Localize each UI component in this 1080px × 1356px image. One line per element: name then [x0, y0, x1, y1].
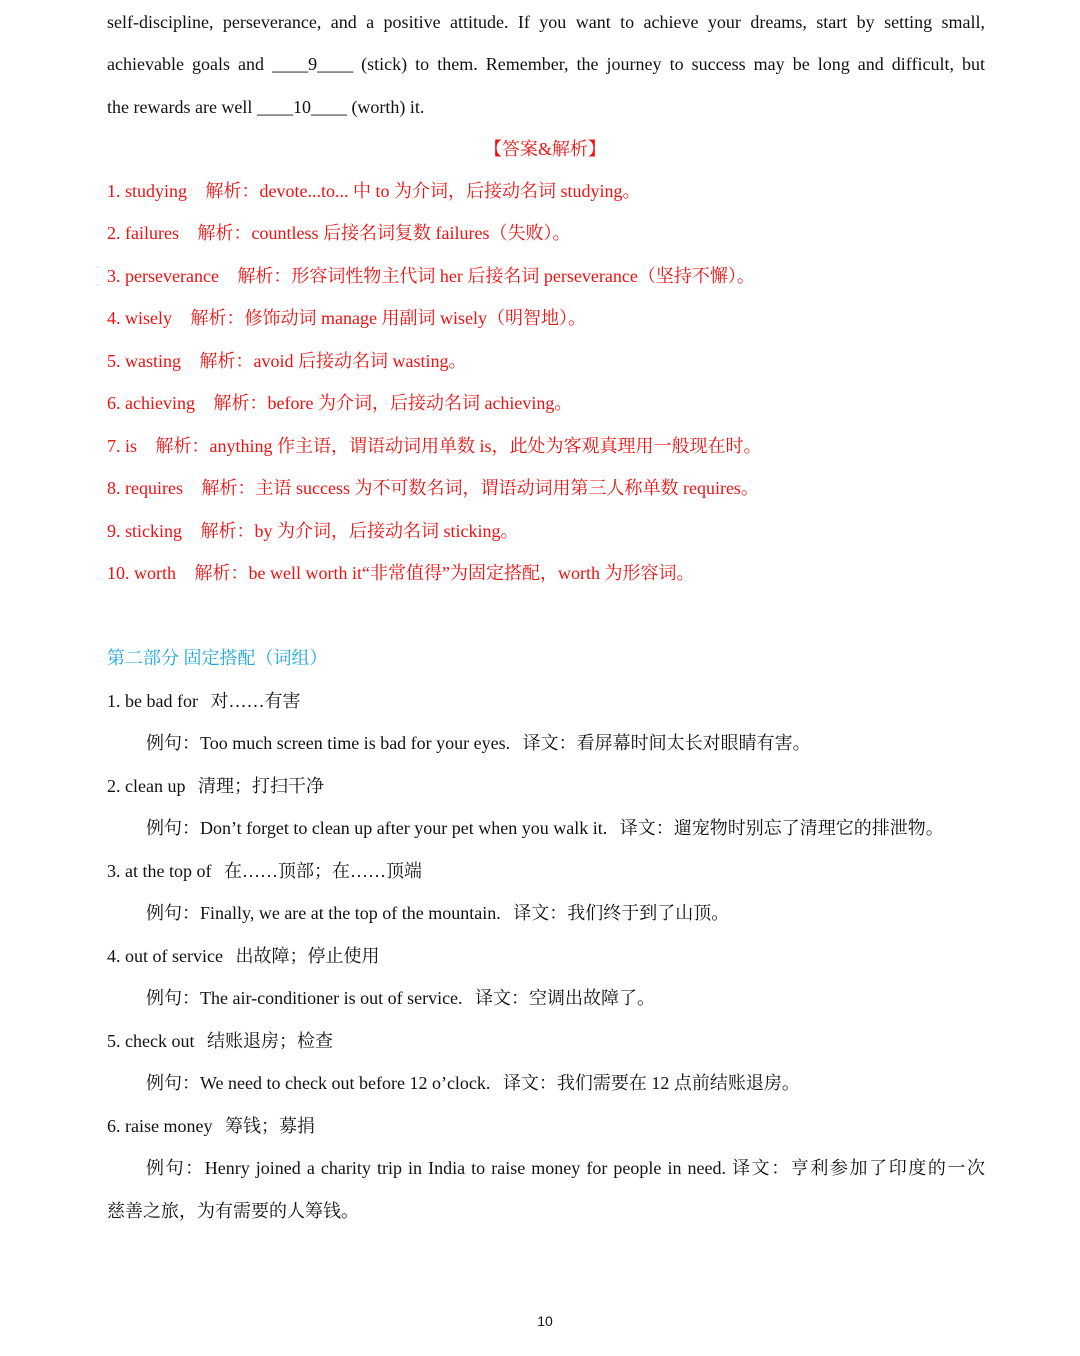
answer-item-5 [107, 349, 985, 373]
answer-explanation: 解析：by 为介词，后接动名词 sticking。 [200, 521, 519, 541]
blank-10: ____10____ [256, 97, 347, 117]
answer-item-4 [107, 306, 985, 330]
answer-item-1 [107, 179, 985, 203]
example-translation: 译文：遛宠物时别忘了清理它的排泄物。 [619, 818, 944, 838]
phrase-example-1 [146, 731, 985, 755]
phrase-term: 6. raise money [107, 1116, 213, 1136]
answer-explanation: 解析：before 为介词，后接动名词 achieving。 [213, 393, 573, 413]
answer-word: 7. is [107, 436, 138, 456]
passage-line-2 [107, 52, 985, 76]
passage-line-1 [107, 10, 985, 34]
phrase-meaning: 对……有害 [210, 691, 301, 711]
passage-text: achievable goals and [107, 54, 265, 74]
phrase-item-1 [107, 689, 985, 713]
example-translation: 译文：亨利参加了印度的一次 [732, 1158, 986, 1178]
phrase-meaning: 清理；打扫干净 [197, 776, 324, 796]
example-translation-continued: 慈善之旅，为有需要的人筹钱。 [107, 1201, 359, 1221]
phrase-item-2 [107, 774, 985, 798]
phrase-term: 3. at the top of [107, 861, 212, 881]
answer-item-10 [107, 561, 985, 585]
answer-item-6 [107, 391, 985, 415]
answer-word: 3. perseverance [107, 266, 219, 286]
passage-text: (worth) it. [351, 97, 425, 117]
answer-word: 8. requires [107, 478, 183, 498]
answer-word: 2. failures [107, 223, 179, 243]
example-translation: 译文：看屏幕时间太长对眼睛有害。 [522, 733, 811, 753]
answers-heading [0, 137, 1080, 161]
answer-word: 9. sticking [107, 521, 182, 541]
phrase-meaning: 在……顶部；在……顶端 [223, 861, 422, 881]
phrase-example-4 [146, 986, 985, 1010]
section-2-title [107, 646, 985, 670]
example-sentence: 例句：Too much screen time is bad for your eyes. [146, 733, 511, 753]
phrase-meaning: 结账退房；检查 [206, 1031, 333, 1051]
example-translation: 译文：我们终于到了山顶。 [513, 903, 730, 923]
answer-explanation: 解析：修饰动词 manage 用副词 wisely（明智地）。 [190, 308, 586, 328]
example-translation: 译文：我们需要在 12 点前结账退房。 [502, 1073, 800, 1093]
section-title-text: 第二部分 固定搭配（词组） [107, 648, 328, 668]
passage-text: self-discipline, perseverance, and a positive attitude. If you want to achieve your dreams, start by setting small, [107, 12, 985, 32]
answer-item-9 [107, 519, 985, 543]
answer-explanation: 解析：主语 success 为不可数名词，谓语动词用第三人称单数 requires。 [201, 478, 759, 498]
example-sentence: 例句：The air-conditioner is out of service. [146, 988, 463, 1008]
example-sentence: 例句：Henry joined a charity trip in India to raise money for people in need. [146, 1158, 727, 1178]
answer-explanation: 解析：devote...to... 中 to 为介词，后接动名词 studying。 [205, 181, 641, 201]
phrase-item-5 [107, 1029, 985, 1053]
answer-explanation: 解析：avoid 后接动名词 wasting。 [199, 351, 467, 371]
example-sentence: 例句：Don’t forget to clean up after your pet when you walk it. [146, 818, 608, 838]
answer-word: 6. achieving [107, 393, 195, 413]
blank-9: ____9____ [272, 54, 354, 74]
page-number [0, 1313, 1080, 1329]
answer-explanation: 解析：形容词性物主代词 her 后接名词 perseverance（坚持不懈）。 [237, 266, 755, 286]
answer-explanation: 解析：be well worth it“非常值得”为固定搭配，worth 为形容词。 [194, 563, 695, 583]
phrase-item-4 [107, 944, 985, 968]
passage-line-3 [107, 95, 985, 119]
phrase-meaning: 出故障；停止使用 [235, 946, 380, 966]
answer-word: 4. wisely [107, 308, 172, 328]
phrase-example-2 [146, 816, 985, 840]
passage-text: (stick) to them. Remember, the journey to success may be long and difficult, but [361, 54, 986, 74]
phrase-term: 2. clean up [107, 776, 186, 796]
phrase-item-6 [107, 1114, 985, 1138]
answer-item-7 [107, 434, 985, 458]
phrase-example-3 [146, 901, 985, 925]
example-sentence: 例句：Finally, we are at the top of the mountain. [146, 903, 501, 923]
answer-item-8 [107, 476, 985, 500]
phrase-example-5 [146, 1071, 985, 1095]
answer-word: 5. wasting [107, 351, 181, 371]
phrase-term: 5. check out [107, 1031, 195, 1051]
answers-heading-text: 【答案&解析】 [483, 139, 606, 159]
example-sentence: 例句：We need to check out before 12 o’clock. [146, 1073, 491, 1093]
example-translation: 译文：空调出故障了。 [475, 988, 656, 1008]
phrase-example-6-continued [107, 1199, 985, 1223]
phrase-term: 4. out of service [107, 946, 223, 966]
answer-explanation: 解析：anything 作主语，谓语动词用单数 is，此处为客观真理用一般现在时。 [155, 436, 762, 456]
phrase-meaning: 筹钱；募捐 [224, 1116, 315, 1136]
answer-word: 10. worth [107, 563, 176, 583]
answer-item-2 [107, 221, 985, 245]
page-number-text: 10 [537, 1313, 553, 1329]
answer-word: 1. studying [107, 181, 188, 201]
phrase-item-3 [107, 859, 985, 883]
answer-item-3 [107, 264, 985, 288]
phrase-term: 1. be bad for [107, 691, 198, 711]
answer-explanation: 解析：countless 后接名词复数 failures（失败）。 [197, 223, 571, 243]
passage-text: the rewards are well [107, 97, 253, 117]
phrase-example-6 [146, 1156, 985, 1180]
